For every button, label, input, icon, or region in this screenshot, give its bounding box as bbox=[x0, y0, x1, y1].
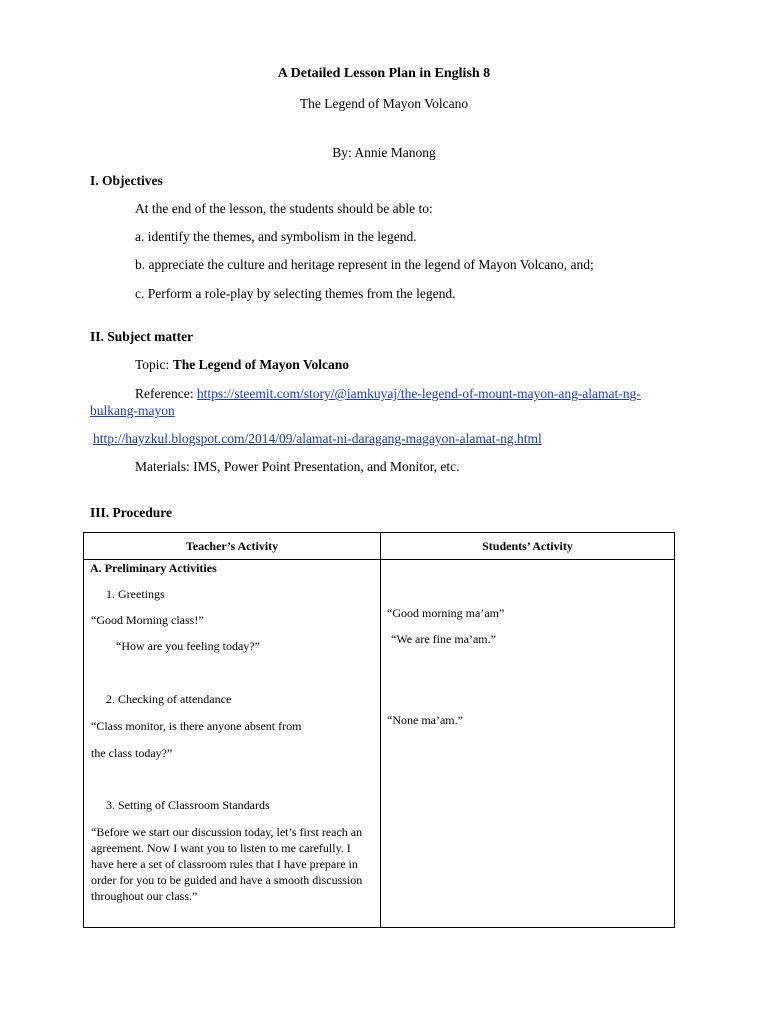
students-column-header: Students’ Activity bbox=[381, 533, 675, 560]
document-subtitle: The Legend of Mayon Volcano bbox=[299, 96, 469, 111]
standards-paragraph: “Before we start our discussion today, let’s first reach an agreement. Now I want you to listen to me carefully. I have here a set of classroom rules that I have prepare in order for you to be guided and have a smooth discussion throughout our class.” bbox=[91, 825, 363, 903]
reference-link[interactable]: https://steemit.com/story/@iamkuyaj/the-legend-of-mount-mayon-ang-alamat-ng- bbox=[196, 386, 641, 401]
objective-item: a. identify the themes, and symbolism in the legend. bbox=[135, 229, 417, 244]
reference-line bbox=[135, 386, 641, 402]
topic-value: The Legend of Mayon Volcano bbox=[172, 357, 349, 372]
objective-item: c. Perform a role-play by selecting themes from the legend. bbox=[135, 286, 456, 301]
reference-link-continued[interactable] bbox=[90, 403, 175, 419]
students-activity-cell bbox=[381, 560, 675, 928]
attendance-step: 2. Checking of attendance bbox=[106, 692, 232, 706]
objective-item: b. appreciate the culture and heritage represent in the legend of Mayon Volcano, and; bbox=[135, 257, 594, 272]
student-greeting: “Good morning ma’am” bbox=[387, 606, 505, 620]
document-author: By: Annie Manong bbox=[332, 145, 436, 160]
student-feeling-reply: “We are fine ma’am.” bbox=[391, 632, 496, 646]
procedure-heading: III. Procedure bbox=[90, 505, 172, 520]
topic-line bbox=[135, 357, 349, 373]
teacher-question-absent-cont: the class today?” bbox=[91, 746, 173, 760]
objectives-intro: At the end of the lesson, the students should be able to: bbox=[135, 201, 433, 216]
materials-line: Materials: IMS, Power Point Presentation, and Monitor, etc. bbox=[135, 459, 460, 474]
preliminary-heading: A. Preliminary Activities bbox=[90, 561, 217, 575]
reference-link-part2[interactable]: bulkang-mayon bbox=[90, 403, 175, 418]
subject-heading: II. Subject matter bbox=[90, 329, 194, 344]
teacher-column-header: Teacher’s Activity bbox=[84, 533, 381, 560]
teacher-greeting: “Good Morning class!” bbox=[91, 613, 204, 627]
reference-link-2[interactable] bbox=[93, 431, 542, 447]
document-title: A Detailed Lesson Plan in English 8 bbox=[277, 66, 491, 81]
teacher-question-absent: “Class monitor, is there anyone absent from bbox=[91, 719, 302, 733]
reference-link-hayzkul[interactable]: http://hayzkul.blogspot.com/2014/09/alamat-ni-daragang-magayon-alamat-ng.html bbox=[93, 431, 542, 446]
teacher-activity-cell bbox=[84, 560, 381, 928]
objectives-heading: I. Objectives bbox=[90, 173, 163, 188]
procedure-table bbox=[83, 532, 675, 928]
greetings-step: 1. Greetings bbox=[106, 587, 165, 601]
topic-label: Topic: bbox=[135, 357, 173, 372]
teacher-question-feeling: “How are you feeling today?” bbox=[116, 639, 260, 653]
standards-step: 3. Setting of Classroom Standards bbox=[106, 798, 270, 812]
reference-label: Reference: bbox=[135, 386, 197, 401]
student-absent-reply: “None ma’am.” bbox=[387, 713, 463, 727]
